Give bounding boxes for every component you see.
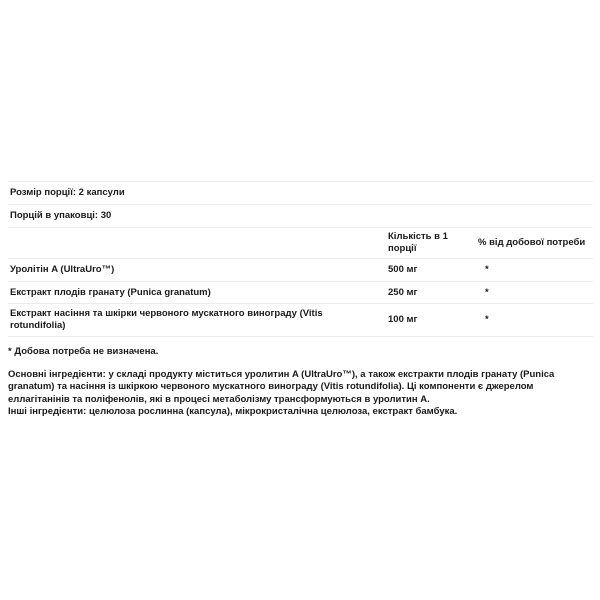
header-daily-value: % від добової потреби xyxy=(478,237,586,248)
other-ingredients-text: Інші інгредієнти: целюлоза рослинна (капсула), мікрокристалічна целюлоза, екстракт бамбука. xyxy=(8,406,458,417)
table-row xyxy=(8,258,593,281)
table-header-row xyxy=(8,227,593,258)
ingredient-amount: 100 мг xyxy=(388,314,418,325)
ingredient-amount: 250 мг xyxy=(388,286,418,298)
serving-size-label: Розмір порції: 2 капсули xyxy=(10,187,125,198)
ingredient-daily-value: * xyxy=(485,264,489,275)
daily-value-footnote: * Добова потреба не визначена. xyxy=(8,346,159,357)
ingredient-daily-value: * xyxy=(485,286,489,298)
supplement-facts-table xyxy=(8,181,593,337)
table-row xyxy=(8,281,593,303)
header-amount: Кількість в 1 порції xyxy=(388,231,448,254)
serving-size-row xyxy=(8,181,593,204)
ingredient-name: Уролітін A (UltraUro™) xyxy=(10,264,115,275)
servings-per-container-label: Порцій в упаковці: 30 xyxy=(10,210,112,221)
ingredient-name: Екстракт плодів гранату (Punica granatum) xyxy=(10,286,211,298)
servings-per-container-row xyxy=(8,204,593,227)
main-ingredients-text: Основні інгредієнти: у складі продукту міститься уролитин A (UltraUro™), а також екстракти плодів гранату (Punica granatum) та насіння із шкіркою червоного мускатного винограду (Vitis rotundifolia). Ці компоненти є джерелом еллагітанінів та поліфенолів, які в процесі метаболізму трансформуються в уролитин A. xyxy=(8,368,555,405)
ingredient-amount: 500 мг xyxy=(388,264,418,275)
notes-section xyxy=(8,346,593,419)
ingredient-name: Екстракт насіння та шкірки червоного мускатного винограду (Vitis rotundifolia) xyxy=(10,308,323,331)
ingredient-daily-value: * xyxy=(485,314,489,325)
table-row xyxy=(8,303,593,337)
